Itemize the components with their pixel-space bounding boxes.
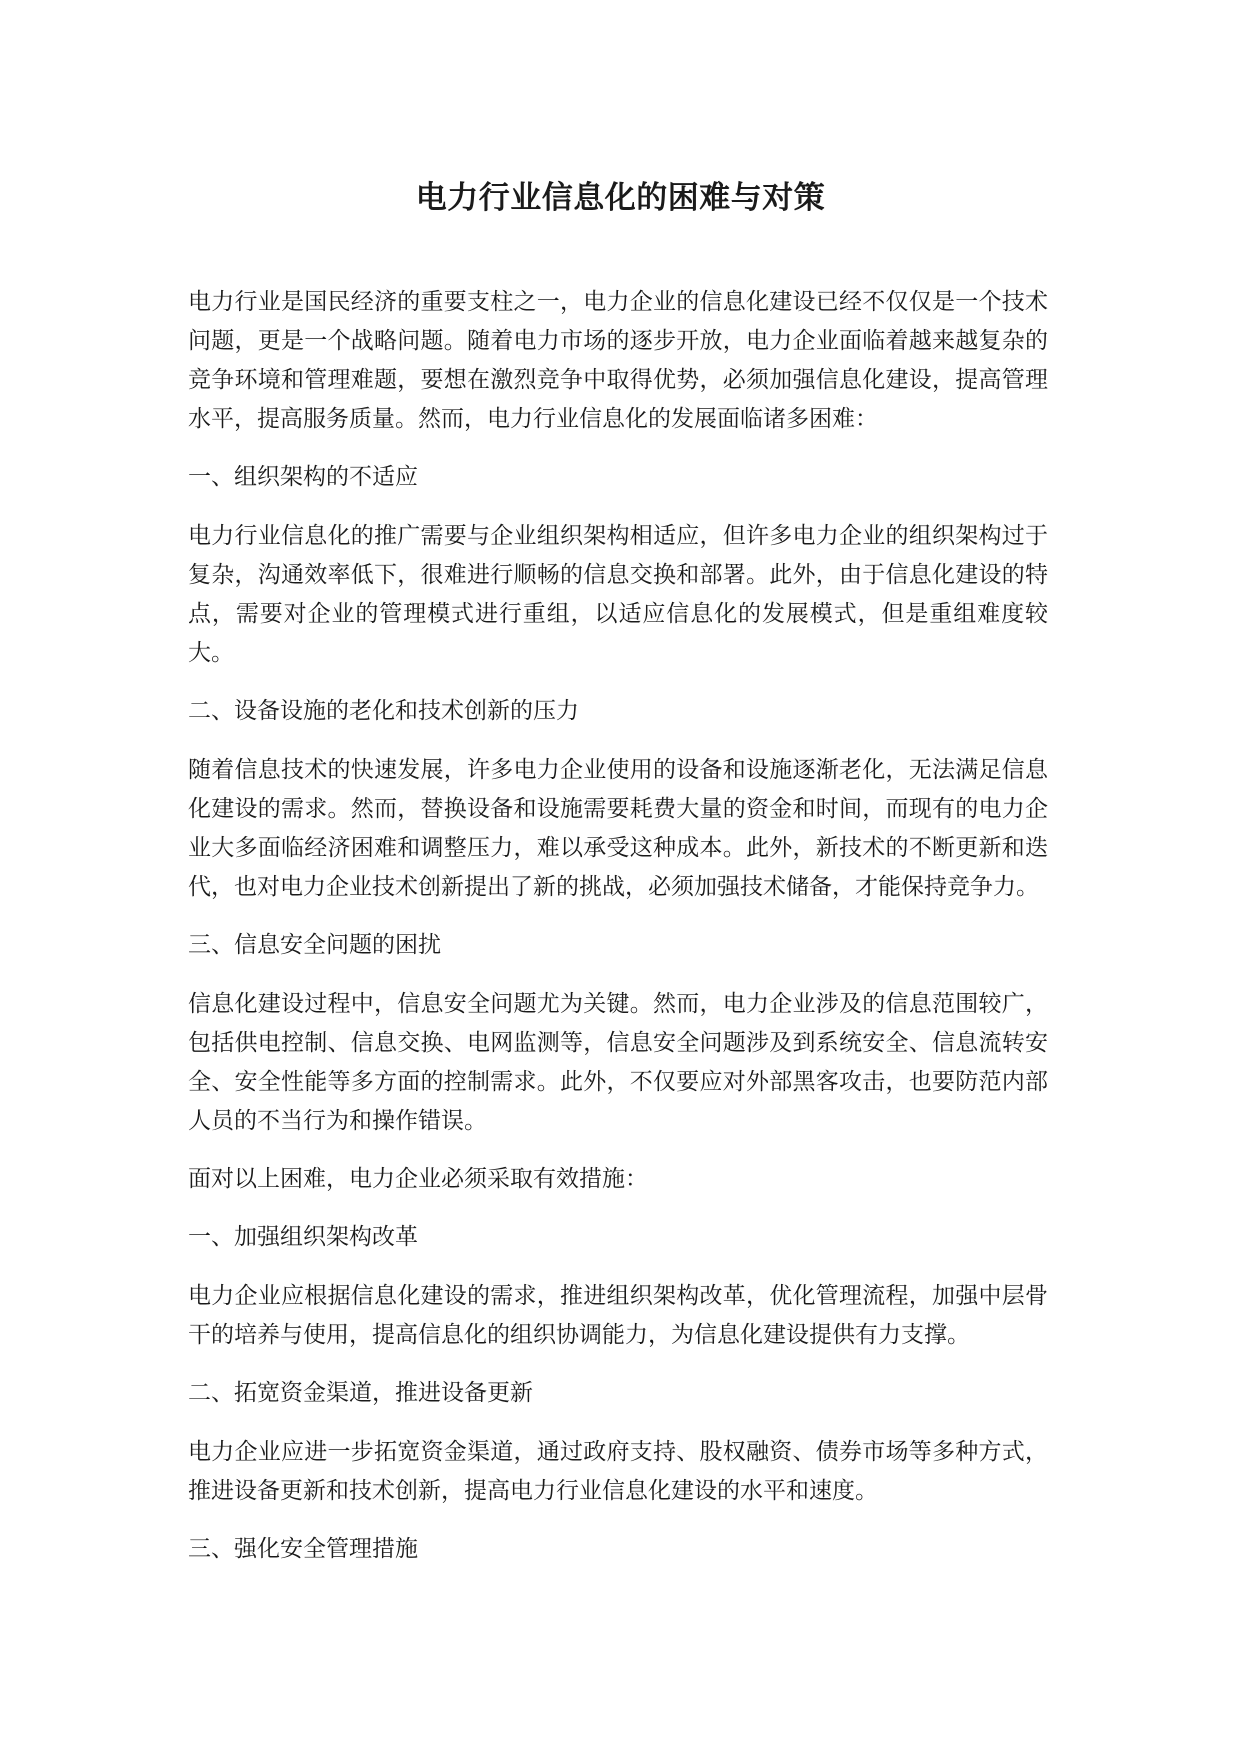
paragraph-org-structure: 电力行业信息化的推广需要与企业组织架构相适应，但许多电力企业的组织架构过于复杂，沟通效率低下，很难进行顺畅的信息交换和部署。此外，由于信息化建设的特点，需要对企业的管理模式进行重组，以适应信息化的发展模式，但是重组难度较大。 (188, 523, 1048, 666)
section-heading-org-reform: 一、加强组织架构改革 (188, 1224, 418, 1250)
paragraph-measures-intro: 面对以上困难，电力企业必须采取有效措施： (188, 1166, 648, 1192)
paragraph-org-reform: 电力企业应根据信息化建设的需求，推进组织架构改革，优化管理流程，加强中层骨干的培养与使用，提高信息化的组织协调能力，为信息化建设提供有力支撑。 (188, 1283, 1048, 1348)
intro-paragraph: 电力行业是国民经济的重要支柱之一，电力企业的信息化建设已经不仅仅是一个技术问题，更是一个战略问题。随着电力市场的逐步开放，电力企业面临着越来越复杂的竞争环境和管理难题，要想在激烈竞争中取得优势，必须加强信息化建设，提高管理水平，提高服务质量。然而，电力行业信息化的发展面临诸多困难： (188, 289, 1048, 432)
paragraph-funding: 电力企业应进一步拓宽资金渠道，通过政府支持、股权融资、债券市场等多种方式，推进设备更新和技术创新，提高电力行业信息化建设的水平和速度。 (188, 1439, 1048, 1504)
document-title: 电力行业信息化的困难与对策 (415, 180, 826, 216)
paragraph-equipment-aging: 随着信息技术的快速发展，许多电力企业使用的设备和设施逐渐老化，无法满足信息化建设的需求。然而，替换设备和设施需要耗费大量的资金和时间，而现有的电力企业大多面临经济困难和调整压力，难以承受这种成本。此外，新技术的不断更新和迭代，也对电力企业技术创新提出了新的挑战，必须加强技术储备，才能保持竞争力。 (188, 757, 1048, 900)
document-body (188, 283, 1048, 1589)
section-heading-security-management: 三、强化安全管理措施 (188, 1536, 418, 1562)
section-heading-equipment-aging: 二、设备设施的老化和技术创新的压力 (188, 698, 579, 724)
section-heading-org-structure: 一、组织架构的不适应 (188, 464, 418, 490)
section-heading-info-security: 三、信息安全问题的困扰 (188, 932, 441, 958)
section-heading-funding: 二、拓宽资金渠道，推进设备更新 (188, 1380, 533, 1406)
paragraph-info-security: 信息化建设过程中，信息安全问题尤为关键。然而，电力企业涉及的信息范围较广，包括供电控制、信息交换、电网监测等，信息安全问题涉及到系统安全、信息流转安全、安全性能等多方面的控制需求。此外，不仅要应对外部黑客攻击，也要防范内部人员的不当行为和操作错误。 (188, 991, 1048, 1134)
